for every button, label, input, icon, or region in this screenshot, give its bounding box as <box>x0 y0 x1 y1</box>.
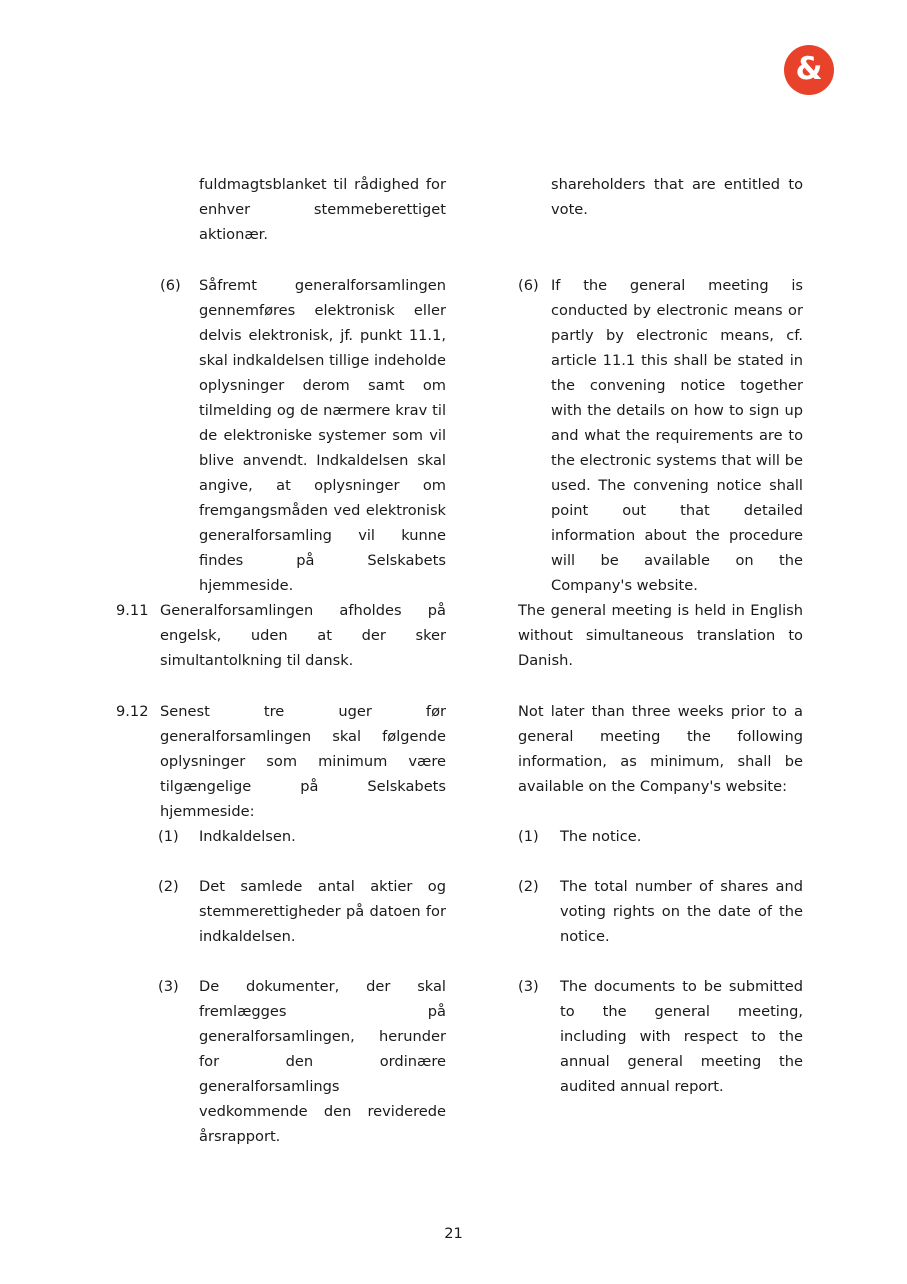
english-article-9-11-text: The general meeting is held in English without simultaneous translation to Danish. <box>518 602 803 669</box>
english-item-6-number: (6) <box>518 277 539 294</box>
english-article-9-12-text: Not later than three weeks prior to a general meeting the following information, as minimum, shall be available on the Company's website: <box>518 703 803 795</box>
english-sub-item-1-number: (1) <box>518 828 539 845</box>
danish-intro-text: fuldmagtsblanket til rådighed for enhver stemmeberettiget aktionær. <box>199 176 446 243</box>
english-sub-item-2-number: (2) <box>518 878 539 895</box>
english-sub-item-3-number: (3) <box>518 978 539 995</box>
english-item-6-text: If the general meeting is conducted by electronic means or partly by electronic means, cf. article 11.1 this shall be stated in the convening notice together with the details on how to sign up and what the requirements are to the electronic systems that will be used. The convening notice shall point out that detailed information about the procedure will be available on the Company's website. <box>551 277 803 594</box>
article-9-12-number: 9.12 <box>116 703 149 720</box>
english-intro-text: shareholders that are entitled to vote. <box>551 176 803 218</box>
article-9-11-number: 9.11 <box>116 602 149 619</box>
english-sub-item-1-text: The notice. <box>560 828 642 845</box>
danish-sub-item-2-number: (2) <box>158 878 179 895</box>
danish-item-6-text: Såfremt generalforsamlingen gennemføres elektronisk eller delvis elektronisk, jf. punkt 11.1, skal indkaldelsen tillige indeholde oplysninger derom samt om tilmelding og de nærmere krav til de elektroniske systemer som vil blive anvendt. Indkaldelsen skal angive, at oplysninger om fremgangsmåden ved elektronisk generalforsamling vil kunne findes på Selskabets hjemmeside. <box>199 277 446 594</box>
english-sub-item-3-text: The documents to be submitted to the general meeting, including with respect to the annual general meeting the audited annual report. <box>560 978 803 1095</box>
ampersand-logo-icon: & <box>795 50 823 87</box>
danish-sub-item-2-text: Det samlede antal aktier og stemmerettigheder på datoen for indkaldelsen. <box>199 878 446 945</box>
danish-sub-item-1-text: Indkaldelsen. <box>199 828 296 845</box>
danish-sub-item-3-text: De dokumenter, der skal fremlægges på generalforsamlingen, herunder for den ordinære generalforsamlings vedkommende den reviderede årsrapport. <box>199 978 446 1145</box>
danish-sub-item-3-number: (3) <box>158 978 179 995</box>
brand-logo <box>784 45 834 95</box>
english-sub-item-2-text: The total number of shares and voting rights on the date of the notice. <box>560 878 803 945</box>
page-number: 21 <box>444 1225 463 1242</box>
danish-sub-item-1-number: (1) <box>158 828 179 845</box>
danish-article-9-12-text: Senest tre uger før generalforsamlingen skal følgende oplysninger som minimum være tilgængelige på Selskabets hjemmeside: <box>160 703 446 820</box>
danish-item-6-number: (6) <box>160 277 181 294</box>
danish-article-9-11-text: Generalforsamlingen afholdes på engelsk, uden at der sker simultantolkning til dansk. <box>160 602 446 669</box>
